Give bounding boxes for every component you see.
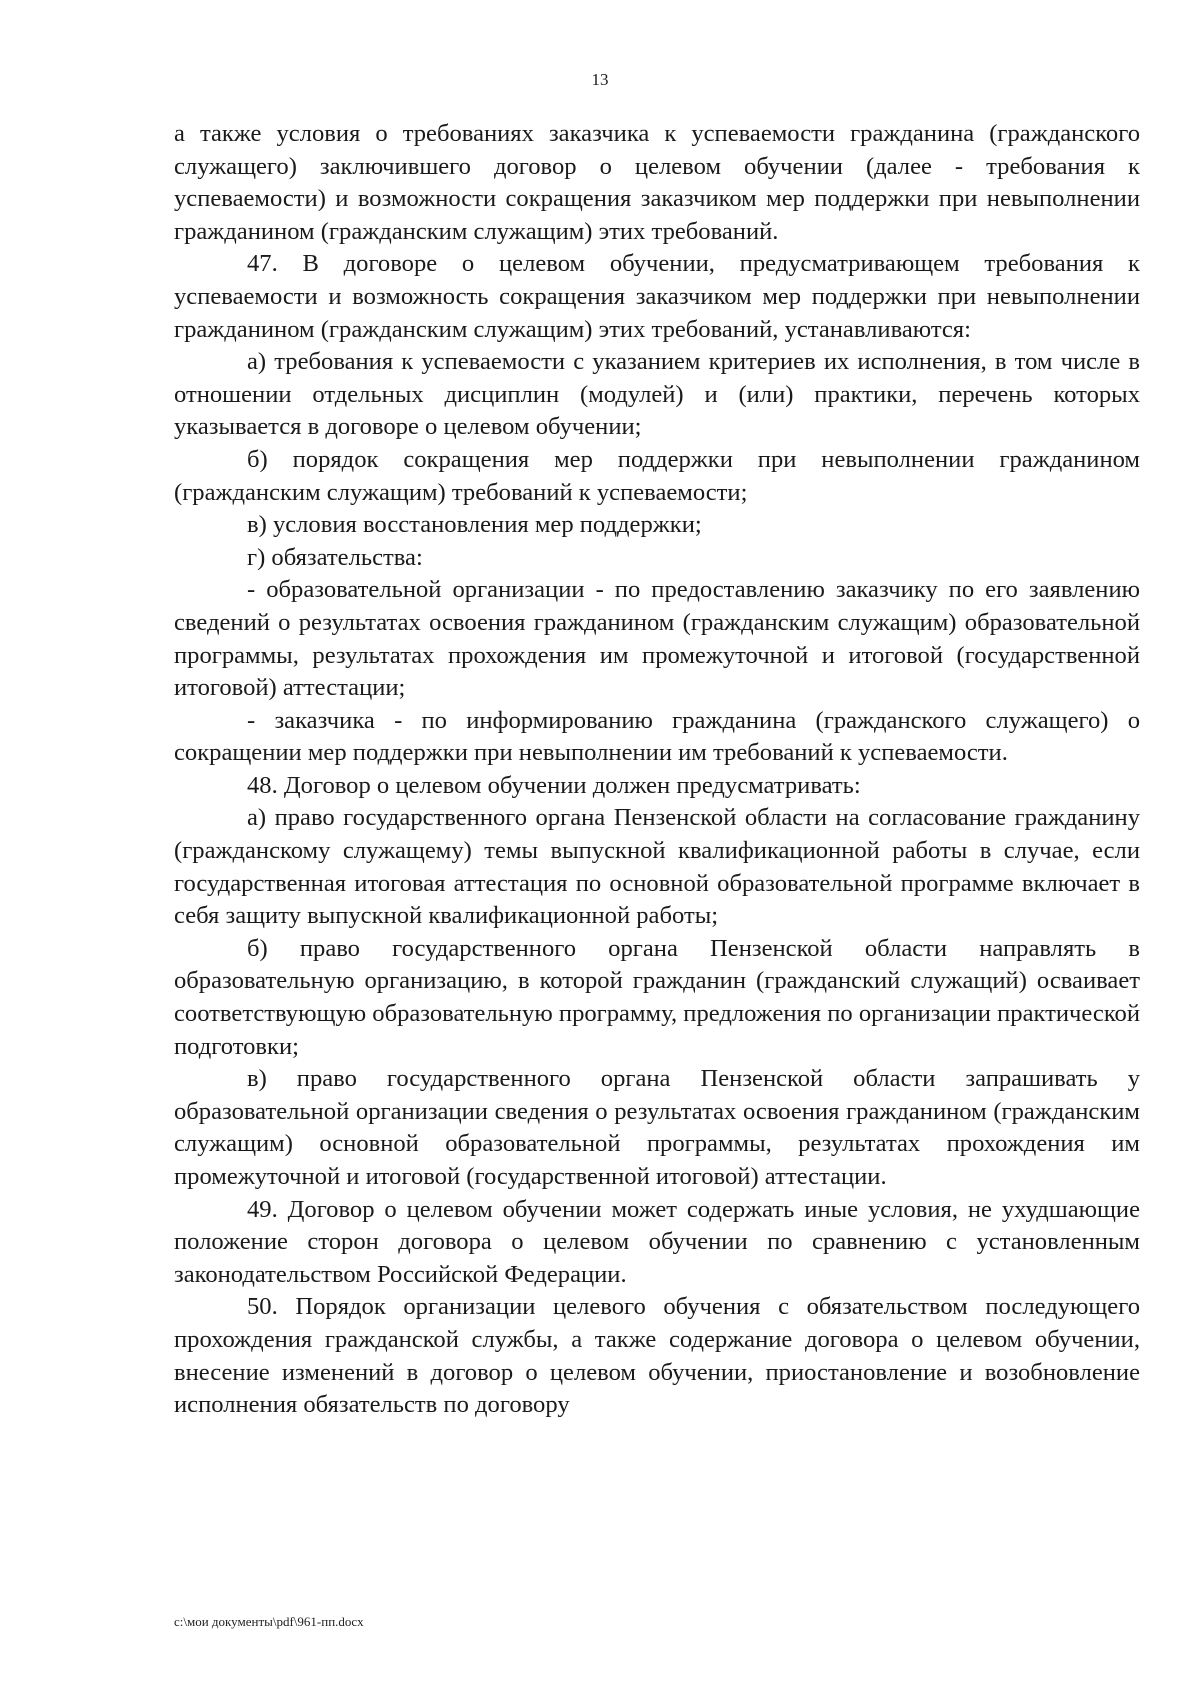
paragraph-continuation: а также условия о требованиях заказчика к успеваемости гражданина (гражданского служащего) заключившего договор о целевом обучении (далее - требования к успеваемости) и возможности сокращения заказчиком мер поддержки при невыполнении гражданином (гражданским служащим) этих требований. — [174, 120, 1140, 245]
paragraph-47-g-customer: - заказчика - по информированию гражданина (гражданского служащего) о сокращении мер поддержки при невыполнении им требований к успеваемости. — [174, 706, 1140, 767]
paragraph-48-a: а) право государственного органа Пензенской области на согласование гражданину (гражданскому служащему) темы выпускной квалификационной работы в случае, если государственная итоговая аттестация по основной образовательной программе включает в себя защиту выпускной квалификационной работы; — [174, 804, 1140, 930]
paragraph-47-g-org: - образовательной организации - по предоставлению заказчику по его заявлению сведений о результатах освоения гражданином (гражданским служащим) образовательной программы, результатах прохождения им промежуточной и итоговой (государственной итоговой) аттестации; — [174, 576, 1140, 702]
page-number: 13 — [591, 70, 609, 89]
paragraph-clause-50: 50. Порядок организации целевого обучения с обязательством последующего прохождения гражданской службы, а также содержание договора о целевом обучении, внесение изменений в договор о целевом обучении, приостановление и возобновление исполнения обязательств по договору — [174, 1293, 1140, 1419]
paragraph-clause-49: 49. Договор о целевом обучении может содержать иные условия, не ухудшающие положение сторон договора о целевом обучении по сравнению с установленным законодательством Российской Федерации. — [174, 1195, 1140, 1288]
paragraph-48-v: в) право государственного органа Пензенской области запрашивать у образовательной организации сведения о результатах освоения гражданином (гражданским служащим) основной образовательной программы, результатах прохождения им промежуточной и итоговой (государственной итоговой) аттестации. — [174, 1065, 1140, 1190]
paragraph-47-b: б) порядок сокращения мер поддержки при невыполнении гражданином (гражданским служащим) требований к успеваемости; — [174, 445, 1140, 506]
document-body — [174, 118, 1140, 1422]
paragraph-47-v: в) условия восстановления мер поддержки; — [247, 511, 702, 539]
paragraph-clause-47: 47. В договоре о целевом обучении, предусматривающем требования к успеваемости и возможность сокращения заказчиком мер поддержки при невыполнении гражданином (гражданским служащим) этих требований, устанавливаются: — [174, 250, 1140, 343]
paragraph-48-b: б) право государственного органа Пензенской области направлять в образовательную организацию, в которой гражданин (гражданский служащий) осваивает соответствующую образовательную программу, предложения по организации практической подготовки; — [174, 934, 1140, 1060]
paragraph-47-a: а) требования к успеваемости с указанием критериев их исполнения, в том числе в отношении отдельных дисциплин (модулей) и (или) практики, перечень которых указывается в договоре о целевом обучении; — [174, 348, 1140, 441]
paragraph-clause-48: 48. Договор о целевом обучении должен предусматривать: — [247, 771, 861, 799]
footer-file-path: c:\мои документы\pdf\961-пп.docx — [174, 1614, 364, 1629]
paragraph-47-g: г) обязательства: — [247, 543, 423, 571]
